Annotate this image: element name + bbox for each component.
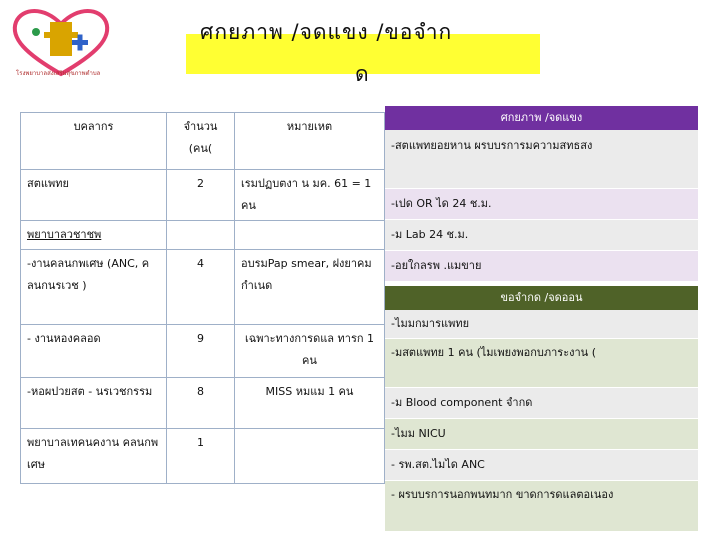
header-note: หมายเหต <box>235 113 385 170</box>
limitation-item: - รพ.สต.ไมได ANC <box>385 450 698 481</box>
table-row <box>21 250 385 325</box>
cell-note: เฉพาะทางการดแล ทารก 1 คน <box>235 325 385 378</box>
limitation-item: - ผรบบรการนอกพนทมาก ขาดการดแลตอเนอง <box>385 481 698 531</box>
limitations-header: ขอจำกด /จดออน <box>385 286 698 310</box>
cell-note <box>235 221 385 250</box>
strengths-panel <box>385 106 698 281</box>
page-title: ศกยภาพ /จดแขง /ขอจำก <box>200 20 453 44</box>
logo-caption: โรงพยาบาลส่งเสริมสุขภาพตำบล <box>16 70 101 77</box>
staff-table <box>20 112 385 484</box>
header-staff: บคลากร <box>21 113 167 170</box>
cell-staff: พยาบาลเทคนคงาน คลนกพเศษ <box>21 429 167 484</box>
cell-note: MISS หมแม 1 คน <box>235 378 385 429</box>
header-count-unit: (คน( <box>188 142 213 155</box>
table-header-row <box>21 113 385 170</box>
limitation-item: -ไมม NICU <box>385 419 698 450</box>
table-row <box>21 325 385 378</box>
table-row <box>21 170 385 221</box>
strength-item: -ม Lab 24 ช.ม. <box>385 220 698 251</box>
cell-note: เรมปฏบตงา น มค. 61 = 1 คน <box>235 170 385 221</box>
cell-staff: สตแพทย <box>21 170 167 221</box>
header-count <box>167 113 235 170</box>
limitation-item: -มสตแพทย 1 คน (ไมเพยงพอกบภาระงาน ( <box>385 339 698 388</box>
table-row <box>21 378 385 429</box>
cell-count: 4 <box>167 250 235 325</box>
cell-count: 9 <box>167 325 235 378</box>
cell-note: อบรมPap smear, ฝงยาคมกำเนด <box>235 250 385 325</box>
strength-item: -สตแพทยอยหาน ผรบบรการมความสทธสง <box>385 130 698 189</box>
cell-count <box>167 221 235 250</box>
limitations-panel <box>385 286 698 531</box>
strength-item: -อยใกลรพ .แมขาย <box>385 251 698 281</box>
table-row <box>21 429 385 484</box>
page-title-cont: ด <box>355 62 369 86</box>
cell-staff: พยาบาลวชาชพ <box>21 221 167 250</box>
cell-count: 1 <box>167 429 235 484</box>
cell-staff: -งานคลนกพเศษ (ANC, คลนกนรเวช ) <box>21 250 167 325</box>
header-count-label: จำนวน <box>183 120 218 133</box>
table-row <box>21 221 385 250</box>
limitation-item: -ไมมกมารแพทย <box>385 310 698 339</box>
cell-note <box>235 429 385 484</box>
strengths-header: ศกยภาพ /จดแขง <box>385 106 698 130</box>
strength-item: -เปด OR ได 24 ช.ม. <box>385 189 698 220</box>
cell-count: 8 <box>167 378 235 429</box>
cell-staff: -หอผปวยสต - นรเวชกรรม <box>21 378 167 429</box>
cell-count: 2 <box>167 170 235 221</box>
cell-staff: - งานหองคลอด <box>21 325 167 378</box>
limitation-item: -ม Blood component จำกด <box>385 388 698 419</box>
